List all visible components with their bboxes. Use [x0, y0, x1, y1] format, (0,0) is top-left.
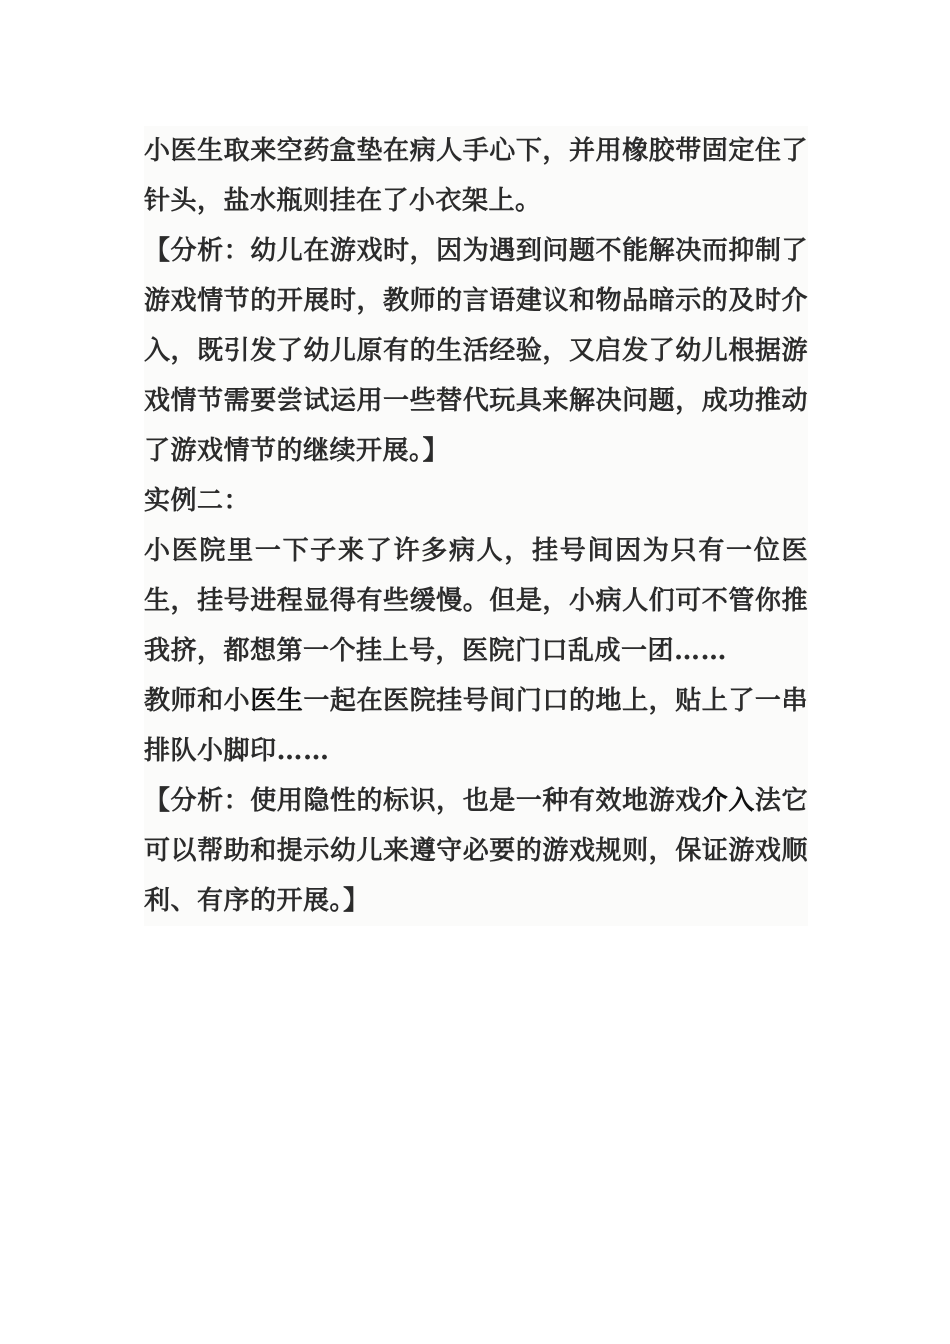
paragraph-analysis-1: 【分析：幼儿在游戏时，因为遇到问题不能解决而抑制了游戏情节的开展时，教师的言语建议和物品暗示的及时介入，既引发了幼儿原有的生活经验，又启发了幼儿根据游戏情节需要尝试运用一些替代玩具来解决问题，成功推动了游戏情节的继续开展。】	[144, 236, 808, 466]
document-body	[144, 126, 808, 926]
text-segment: 【分析：使用隐性的标识，也是一种有效地游戏	[144, 786, 702, 816]
text-segment: 一起在医院挂号间门口的地上，贴上了一串排队小脚印……	[144, 686, 808, 766]
text-segment-emphasis: 医生	[250, 686, 304, 716]
paragraph-narrative-3	[144, 676, 808, 776]
paragraph-analysis-2	[144, 776, 808, 926]
text-segment: 教师和小	[144, 686, 251, 716]
paragraph-narrative-2: 小医院里一下子来了许多病人，挂号间因为只有一位医生，挂号进程显得有些缓慢。但是，小病人们可不管你推我挤，都想第一个挂上号，医院门口乱成一团……	[144, 536, 808, 666]
text-segment: 法它可以帮助和提示幼儿来遵守必要的游戏规则，保证游戏顺利、有序的开展。】	[144, 786, 808, 916]
text-segment-emphasis: 介入	[701, 786, 755, 816]
paragraph-narrative-1: 小医生取来空药盒垫在病人手心下，并用橡胶带固定住了针头，盐水瓶则挂在了小衣架上。	[144, 136, 808, 216]
paragraph-example-heading: 实例二：	[144, 486, 251, 516]
